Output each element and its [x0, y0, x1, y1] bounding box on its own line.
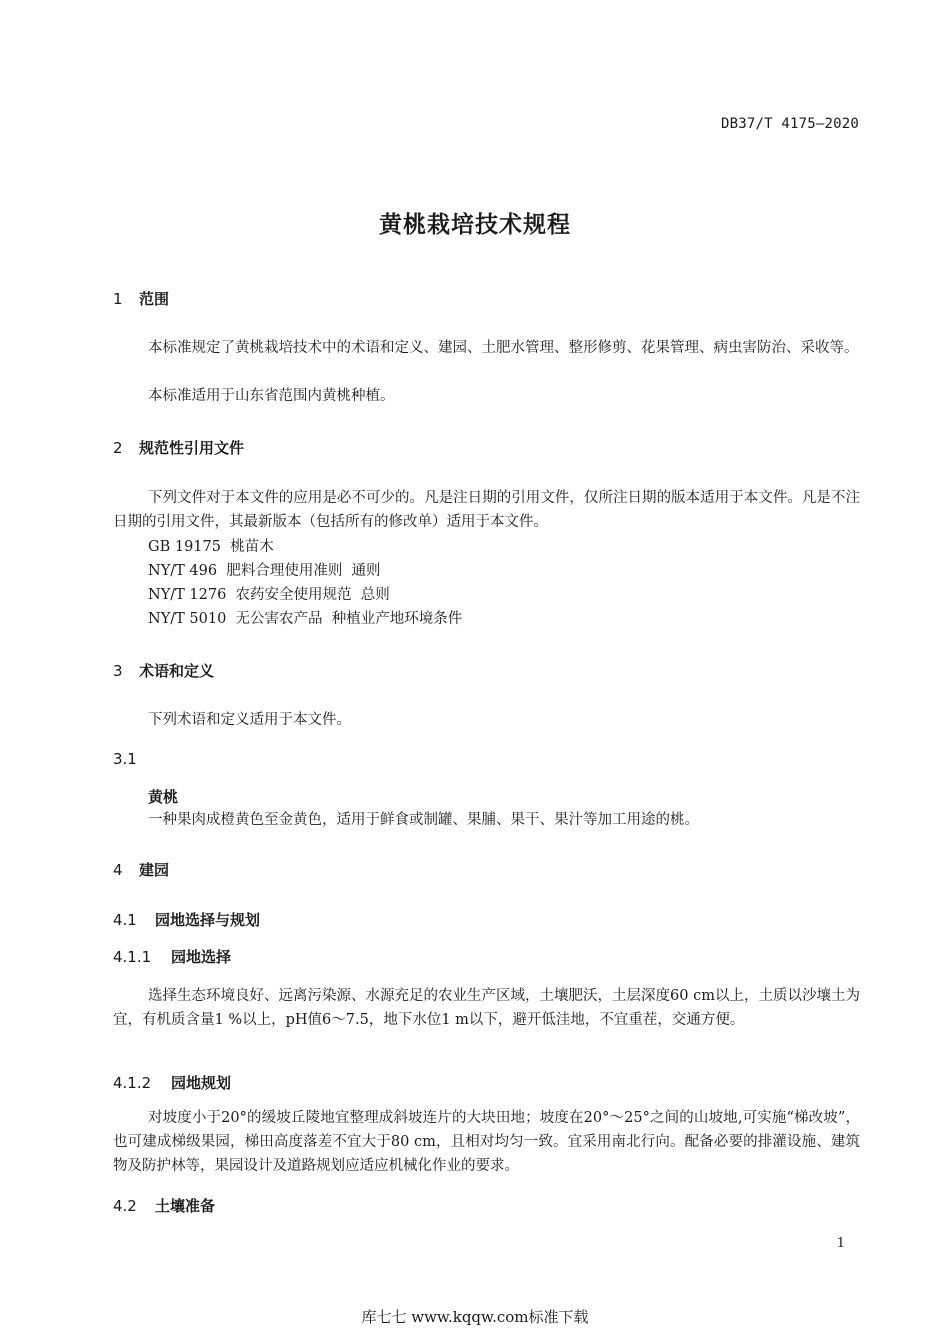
subsection-heading-4-1: [113, 910, 260, 930]
footer-watermark-text: 库七七 www.kqqw.com标准下载: [361, 1308, 589, 1326]
subsection-heading-4-2: [113, 1196, 215, 1216]
site-selection-paragraph: 选择生态环境良好、远离污染源、水源充足的农业生产区域，土壤肥沃，土层深度60 cm以上，土质以沙壤土为宜，有机质含量1 %以上，pH值6～7.5，地下水位1 m以下，避开低洼地，不宜重茬，交通方便。: [113, 988, 860, 1028]
term-name: 黄桃: [148, 788, 179, 806]
section-number: 4.1.2: [113, 1074, 152, 1092]
section-number: 4.1.1: [113, 948, 152, 966]
section-heading-4: [113, 860, 169, 880]
section-number: 4.1: [113, 911, 137, 929]
section-number: 3.1: [113, 750, 137, 768]
section-title: 园地选择: [171, 948, 232, 966]
section-number: 3: [113, 662, 123, 680]
subsection-heading-4-1-1: [113, 947, 231, 967]
subsection-heading-3-1: [113, 749, 155, 769]
section-title: 规范性引用文件: [139, 439, 245, 457]
scope-paragraph-1: 本标准规定了黄桃栽培技术中的术语和定义、建园、土肥水管理、整形修剪、花果管理、病虫害防治、采收等。: [148, 340, 859, 356]
section-title: 园地规划: [171, 1074, 232, 1092]
section-number: 4: [113, 861, 123, 879]
subsection-heading-4-1-2: [113, 1073, 231, 1093]
reference-item: NY/T 496 肥料合理使用准则 通则: [148, 563, 381, 579]
section-title: 土壤准备: [155, 1197, 216, 1215]
section-title: 园地选择与规划: [155, 911, 261, 929]
section-heading-2: [113, 438, 244, 458]
document-number: DB37/T 4175—2020: [720, 116, 859, 132]
reference-item: GB 19175 桃苗木: [148, 539, 274, 555]
reference-item: NY/T 1276 农药安全使用规范 总则: [148, 587, 390, 603]
terms-intro-paragraph: 下列术语和定义适用于本文件。: [148, 712, 351, 728]
references-intro-paragraph: 下列文件对于本文件的应用是必不可少的。凡是注日期的引用文件，仅所注日期的版本适用于本文件。凡是不注日期的引用文件，其最新版本（包括所有的修改单）适用于本文件。: [113, 490, 860, 530]
section-number: 4.2: [113, 1197, 137, 1215]
page-number: 1: [836, 1236, 845, 1251]
document-title: 黄桃栽培技术规程: [379, 212, 571, 238]
reference-item: NY/T 5010 无公害农产品 种植业产地环境条件: [148, 611, 463, 627]
site-planning-paragraph: 对坡度小于20°的缓坡丘陵地宜整理成斜坡连片的大块田地；坡度在20°～25°之间的山坡地,可实施“梯改坡”，也可建成梯级果园，梯田高度落差不宜大于80 cm，且相对均匀一致。宜采用南北行向。配备必要的排灌设施、建筑物及防护林等，果园设计及道路规划应适应机械化作业的要求。: [113, 1110, 860, 1174]
section-heading-1: [113, 289, 169, 309]
section-title: 术语和定义: [139, 662, 215, 680]
scope-paragraph-2: 本标准适用于山东省范围内黄桃种植。: [148, 388, 395, 404]
section-heading-3: [113, 661, 214, 681]
section-number: 1: [113, 290, 123, 308]
section-title: 范围: [139, 290, 170, 308]
term-definition: 一种果肉成橙黄色至金黄色，适用于鲜食或制罐、果脯、果干、果汁等加工用途的桃。: [148, 812, 699, 828]
section-number: 2: [113, 439, 123, 457]
section-title: 建园: [139, 861, 170, 879]
